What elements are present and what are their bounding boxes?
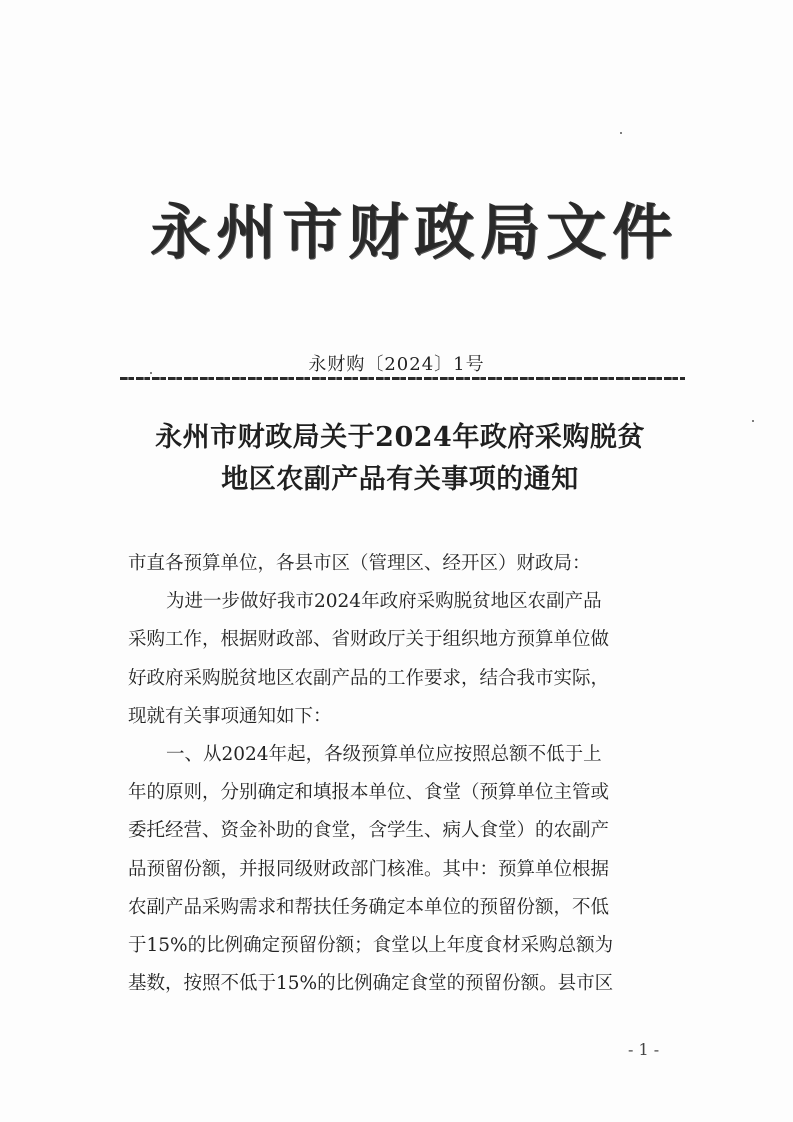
body-line: 现就有关事项通知如下： bbox=[128, 705, 332, 727]
body-line: 采购工作，根据财政部、省财政厅关于组织地方预算单位做 bbox=[128, 629, 610, 651]
notice-title-line-1: 永州市财政局关于2024年政府采购脱贫 bbox=[155, 422, 645, 453]
notice-title bbox=[130, 417, 670, 501]
salutation-line: 市直各预算单位，各县市区（管理区、经开区）财政局： bbox=[128, 553, 591, 574]
body-line: 于15%的比例确定预留份额；食堂以上年度食材采购总额为 bbox=[128, 934, 614, 956]
scan-speck bbox=[620, 132, 622, 134]
issuing-authority-header: 永州市财政局文件 bbox=[150, 198, 678, 268]
page-number: - 1 - bbox=[628, 1040, 660, 1059]
scan-speck bbox=[150, 372, 152, 374]
document-number: 永财购〔2024〕1号 bbox=[308, 354, 485, 375]
body-line: 农副产品采购需求和帮扶任务确定本单位的预留份额，不低 bbox=[128, 896, 610, 918]
body-line: 年的原则，分别确定和填报本单位、食堂（预算单位主管或 bbox=[128, 782, 610, 804]
body-line: 委托经营、资金补助的食堂，含学生、病人食堂）的农副产 bbox=[128, 820, 610, 842]
body-line: 品预留份额，并报同级财政部门核准。其中：预算单位根据 bbox=[128, 858, 610, 880]
body-line: 好政府采购脱贫地区农副产品的工作要求，结合我市实际， bbox=[128, 667, 610, 689]
scan-speck bbox=[752, 420, 754, 422]
body-line: 基数，按照不低于15%的比例确定食堂的预留份额。县市区 bbox=[128, 973, 614, 995]
header-divider-line bbox=[120, 377, 685, 380]
body-line: 一、从2024年起，各级预算单位应按照总额不低于上 bbox=[166, 743, 602, 765]
notice-title-line-2: 地区农副产品有关事项的通知 bbox=[221, 464, 579, 495]
body-line: 为进一步做好我市2024年政府采购脱贫地区农副产品 bbox=[166, 591, 602, 613]
notice-body bbox=[128, 545, 676, 1003]
